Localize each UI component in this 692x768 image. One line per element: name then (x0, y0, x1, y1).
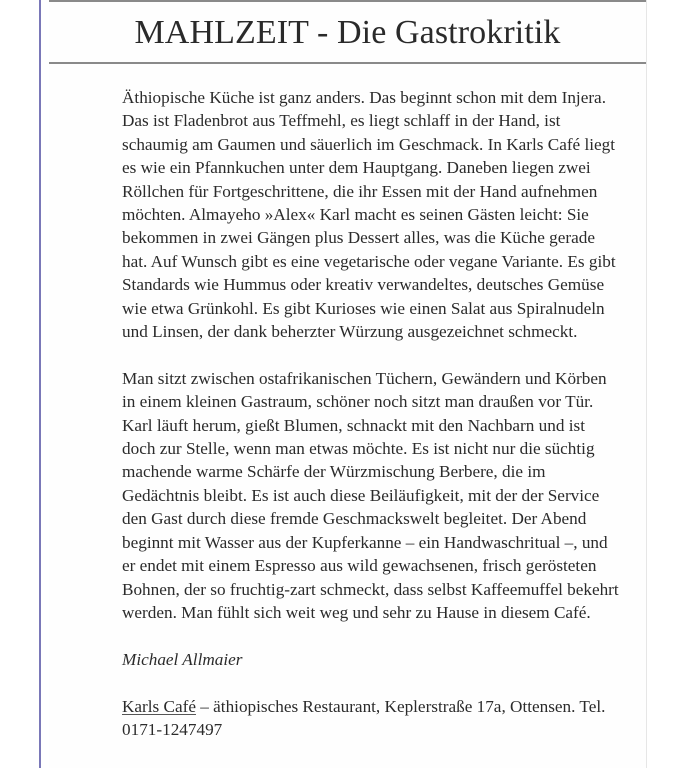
left-margin-rule (39, 0, 41, 768)
article-paragraph-2: Man sitzt zwischen ostafrikanischen Tüchern, Gewändern und Körben in einem kleinen Gastraum, schöner noch sitzt man draußen vor Tür. Karl läuft herum, gießt Blumen, schnackt mit den Nachbarn und ist doch zur Stelle, wenn man etwas möchte. Es ist nicht nur die süchtig machende warme Schärfe der Würzmischung Berbere, die im Gedächtnis bleibt. Es ist auch diese Beiläufigkeit, mit der der Service den Gast durch diese fremde Geschmackswelt begleitet. Der Abend beginnt mit Wasser aus der Kupferkanne – ein Handwaschritual –, und er endet mit einem Espresso aus wild gewachsenen, frisch gerösteten Bohnen, der so fruchtig-zart schmeckt, dass selbst Kaffeemuffel bekehrt werden. Man fühlt sich weit weg und sehr zu Hause in diesem Café. (122, 368, 619, 622)
right-margin-rule (646, 0, 647, 768)
review-article (122, 86, 622, 765)
page-title: MAHLZEIT - Die Gastrokritik (134, 14, 561, 51)
author-name: Michael Allmaier (122, 649, 243, 669)
restaurant-info (122, 695, 622, 742)
page (49, 0, 646, 768)
article-paragraph-1: Äthiopische Küche ist ganz anders. Das beginnt schon mit dem Injera. Das ist Fladenbrot aus Teffmehl, es liegt schlaff in der Hand, ist schaumig am Gaumen und säuerlich im Geschmack. In Karls Café liegt es wie ein Pfannkuchen unter dem Hauptgang. Daneben liegen zwei Röllchen für Fortgeschrittene, die ihr Essen mit der Hand aufnehmen möchten. Almayeho »Alex« Karl macht es seinen Gästen leicht: Sie bekommen in zwei Gängen plus Dessert alles, was die Küche gerade hat. Auf Wunsch gibt es eine vegetarische oder vegane Variante. Es gibt Standards wie Hummus oder kreativ verwandeltes, deutsches Gemüse wie etwa Grünkohl. Es gibt Kurioses wie einen Salat aus Spiralnudeln und Linsen, der dank beherzter Würzung ausgezeichnet schmeckt. (122, 88, 616, 342)
page-header (49, 0, 646, 64)
restaurant-details: – äthiopisches Restaurant, Keplerstraße 17a, Ottensen. Tel. 0171-1247497 (122, 696, 606, 739)
restaurant-link[interactable]: Karls Café (122, 696, 196, 716)
